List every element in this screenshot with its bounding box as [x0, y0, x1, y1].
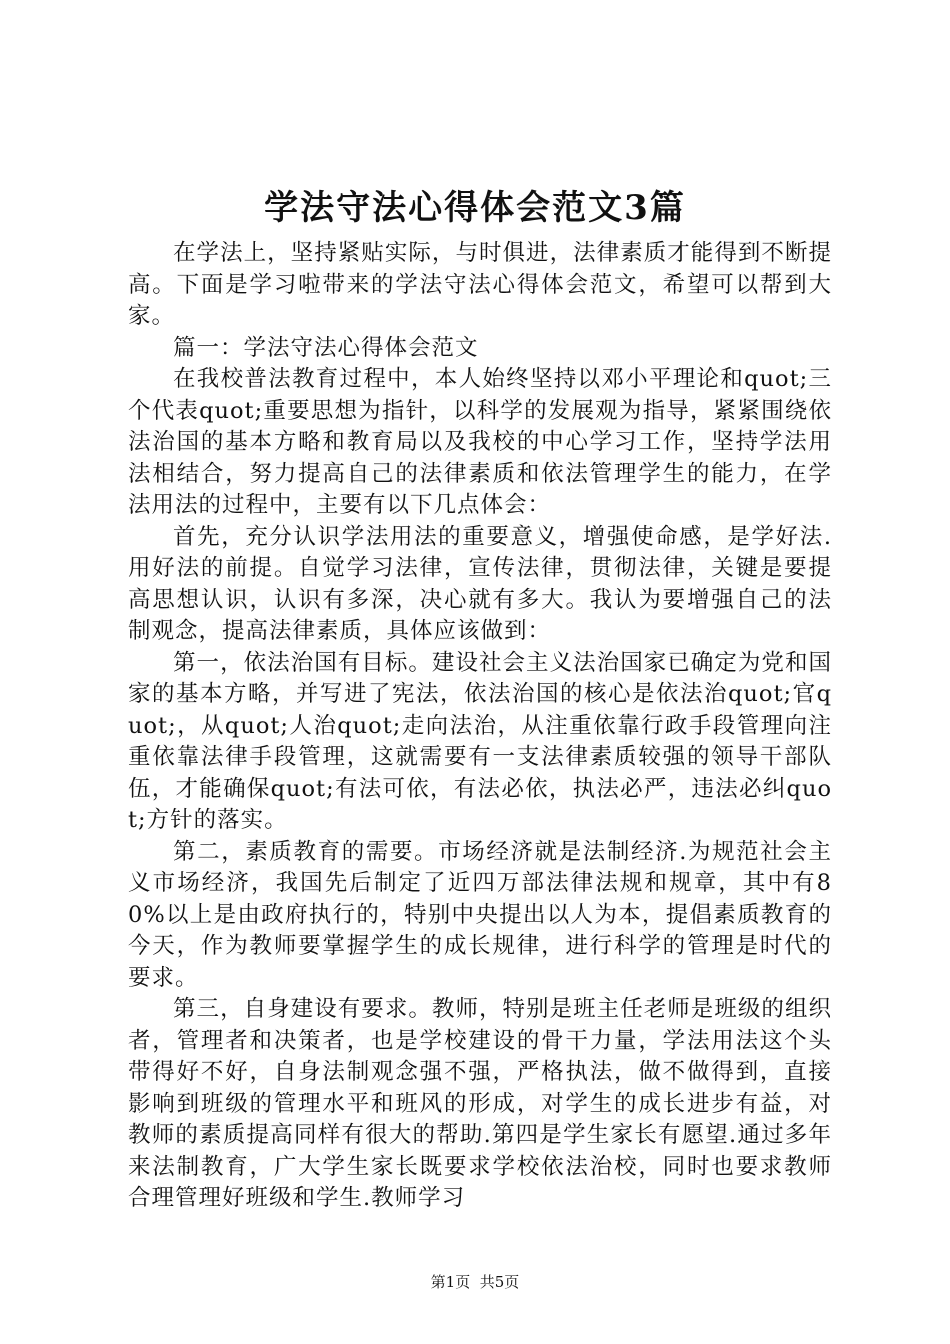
section-heading: 篇一：学法守法心得体会范文	[173, 334, 479, 361]
body-paragraph: 在我校普法教育过程中，本人始终坚持以邓小平理论和quot;三个代表quot;重要思想为指针，以科学的发展观为指导，紧紧围绕依法治国的基本方略和教育局以及我校的中心学习工作，坚持学法用法相结合，努力提高自己的法律素质和依法管理学生的能力，在学法用法的过程中，主要有以下几点体会：	[128, 366, 832, 518]
document-title: 学法守法心得体会范文3篇	[264, 188, 686, 228]
body-paragraph: 第二，素质教育的需要。市场经济就是法制经济.为规范社会主义市场经济，我国先后制定了近四万部法律法规和规章，其中有80%以上是由政府执行的，特别中央提出以人为本，提倡素质教育的今天，作为教师要掌握学生的成长规律，进行科学的管理是时代的要求。	[128, 838, 832, 991]
body-paragraph: 首先，充分认识学法用法的重要意义，增强使命感，是学好法.用好法的前提。自觉学习法律，宣传法律，贯彻法律，关键是要提高思想认识，认识有多深，决心就有多大。我认为要增强自己的法制观念，提高法律素质，具体应该做到：	[128, 523, 832, 644]
page-total: 共5页	[479, 1273, 520, 1291]
page-footer	[0, 1272, 950, 1292]
body-paragraph: 第一，依法治国有目标。建设社会主义法治国家已确定为党和国家的基本方略，并写进了宪法，依法治国的核心是依法治quot;官quot;，从quot;人治quot;走向法治，从注重依靠行政手段管理向注重依靠法律手段管理，这就需要有一支法律素质较强的领导干部队伍，才能确保quot;有法可依，有法必依，执法必严，违法必纠quot;方针的落实。	[128, 649, 832, 833]
document-body	[128, 238, 832, 1215]
intro-paragraph: 在学法上，坚持紧贴实际，与时俱进，法律素质才能得到不断提高。下面是学习啦带来的学法守法心得体会范文，希望可以帮到大家。	[128, 240, 832, 329]
page-number: 第1页	[430, 1273, 471, 1291]
body-paragraph: 第三，自身建设有要求。教师，特别是班主任老师是班级的组织者，管理者和决策者，也是学校建设的骨干力量，学法用法这个头带得好不好，自身法制观念强不强，严格执法，做不做得到，直接影响到班级的管理水平和班风的形成，对学生的成长进步有益，对教师的素质提高同样有很大的帮助.第四是学生家长有愿望.通过多年来法制教育，广大学生家长既要求学校依法治校，同时也要求教师合理管理好班级和学生.教师学习	[128, 996, 832, 1211]
